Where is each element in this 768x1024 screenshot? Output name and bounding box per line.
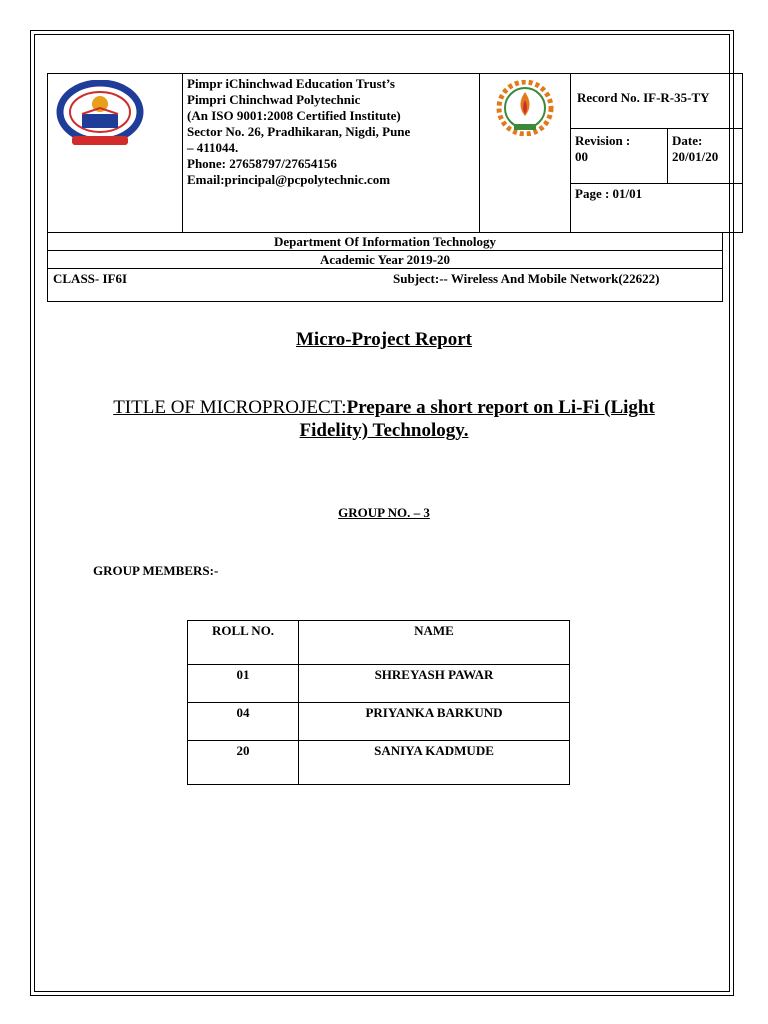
microproject-title-text: Prepare a short report on Li-Fi (Light Fidelity) Technology. bbox=[299, 397, 655, 441]
polytechnic-gear-emblem-icon bbox=[492, 80, 558, 136]
revision-cell bbox=[571, 129, 668, 184]
page-number: Page : 01/01 bbox=[575, 186, 643, 202]
members-table bbox=[187, 620, 570, 785]
date-cell bbox=[668, 129, 743, 184]
page-number-cell bbox=[571, 184, 743, 233]
institute-line: Sector No. 26, Pradhikaran, Nigdi, Pune bbox=[187, 124, 411, 139]
header-table bbox=[47, 73, 743, 233]
table-row bbox=[188, 703, 570, 741]
microproject-title bbox=[90, 396, 678, 442]
group-members-label: GROUP MEMBERS:- bbox=[93, 563, 219, 578]
name-cell: SANIYA KADMUDE bbox=[299, 741, 570, 785]
institute-line: Pimpri Chinchwad Polytechnic bbox=[187, 92, 361, 107]
department-table bbox=[47, 232, 723, 302]
name-cell: PRIYANKA BARKUND bbox=[299, 703, 570, 741]
microproject-title-prefix: TITLE OF MICROPROJECT: bbox=[113, 397, 347, 418]
revision-label: Revision : bbox=[575, 133, 631, 149]
institute-line: Phone: 27658797/27654156 bbox=[187, 156, 337, 171]
date-value: 20/01/20 bbox=[672, 149, 719, 165]
subject-label: Subject:-- Wireless And Mobile Network(22622) bbox=[385, 269, 723, 302]
institute-line: (An ISO 9001:2008 Certified Institute) bbox=[187, 108, 401, 123]
institute-line: Email:principal@pcpolytechnic.com bbox=[187, 172, 391, 187]
polytechnic-logo-cell bbox=[480, 74, 571, 233]
class-label: CLASS- IF6I bbox=[48, 269, 386, 302]
name-cell: SHREYASH PAWAR bbox=[299, 665, 570, 703]
column-header-name: NAME bbox=[299, 621, 570, 665]
group-number: GROUP NO. – 3 bbox=[338, 505, 430, 520]
academic-year: Academic Year 2019-20 bbox=[48, 251, 723, 269]
trust-emblem-icon bbox=[52, 80, 148, 148]
institute-line: Pimpr iChinchwad Education Trust’s bbox=[187, 76, 395, 91]
table-row bbox=[188, 665, 570, 703]
record-no-cell bbox=[571, 74, 743, 129]
department-name: Department Of Information Technology bbox=[48, 233, 723, 251]
column-header-roll: ROLL NO. bbox=[188, 621, 299, 665]
trust-logo-cell bbox=[48, 74, 183, 233]
report-heading: Micro-Project Report bbox=[295, 329, 472, 350]
revision-value: 00 bbox=[575, 149, 588, 165]
roll-cell: 20 bbox=[188, 741, 299, 785]
roll-cell: 04 bbox=[188, 703, 299, 741]
institute-info bbox=[183, 74, 480, 233]
date-label: Date: bbox=[672, 133, 703, 149]
roll-cell: 01 bbox=[188, 665, 299, 703]
record-no: Record No. IF-R-35-TY bbox=[577, 90, 710, 105]
table-row bbox=[188, 741, 570, 785]
institute-line: – 411044. bbox=[187, 140, 239, 155]
